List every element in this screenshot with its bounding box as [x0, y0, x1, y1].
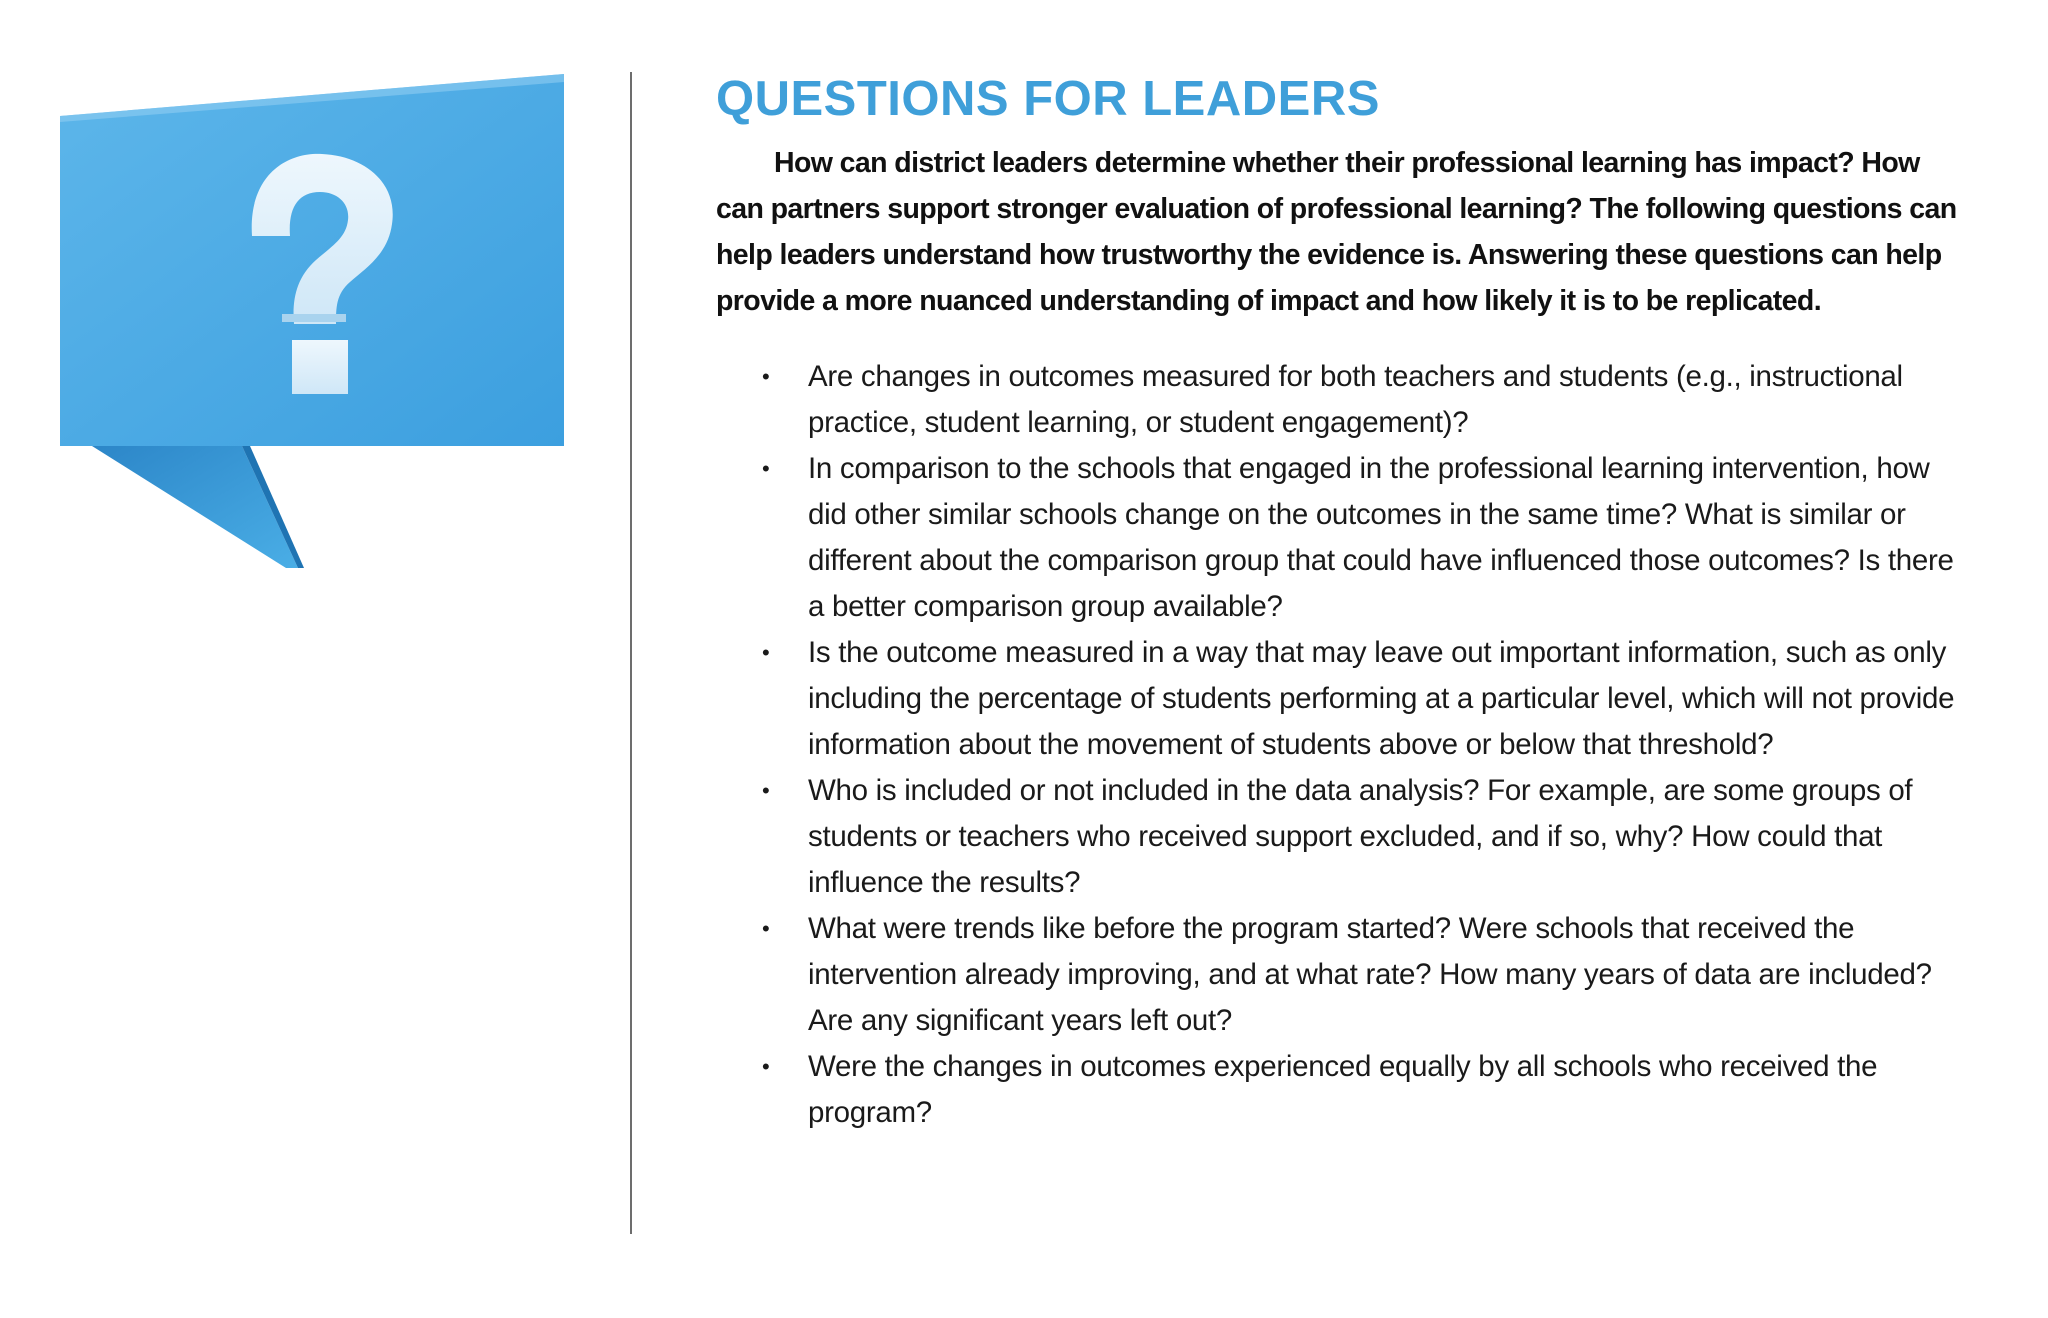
question-text: Were the changes in outcomes experienced equally by all schools who received the program?	[808, 1050, 1878, 1129]
bullet-icon: •	[762, 916, 770, 941]
speech-bubble-question-mark-icon	[60, 68, 570, 568]
question-text: Who is included or not included in the data analysis? For example, are some groups of students or teachers who received support excluded, and if so, why? How could that influence the results?	[808, 774, 1913, 899]
bullet-icon: •	[762, 364, 770, 389]
list-item	[716, 906, 1966, 1044]
list-item	[716, 1044, 1966, 1136]
questions-section	[716, 70, 1966, 1136]
list-item	[716, 768, 1966, 906]
list-item	[716, 446, 1966, 630]
bullet-icon: •	[762, 778, 770, 803]
list-item	[716, 354, 1966, 446]
list-item	[716, 630, 1966, 768]
bullet-icon: •	[762, 456, 770, 481]
vertical-divider	[630, 72, 632, 1234]
question-text: What were trends like before the program started? Were schools that received the intervention already improving, and at what rate? How many years of data are included? Are any significant years left out?	[808, 912, 1932, 1037]
question-list	[716, 354, 1966, 1136]
intro-paragraph: How can district leaders determine whether their professional learning has impact? How can partners support stronger evaluation of professional learning? The following questions can help leaders understand how trustworthy the evidence is. Answering these questions can help provide a more nuanced understanding of impact and how likely it is to be replicated.	[716, 147, 1957, 317]
bullet-icon: •	[762, 1054, 770, 1079]
question-text: Is the outcome measured in a way that may leave out important information, such as only including the percentage of students performing at a particular level, which will not provide information about the movement of students above or below that threshold?	[808, 636, 1955, 761]
question-text: Are changes in outcomes measured for both teachers and students (e.g., instructional practice, student learning, or student engagement)?	[808, 360, 1903, 439]
bullet-icon: •	[762, 640, 770, 665]
question-text: In comparison to the schools that engaged in the professional learning intervention, how did other similar schools change on the outcomes in the same time? What is similar or different about the comparison group that could have influenced those outcomes? Is there a better comparison group available?	[808, 452, 1954, 623]
page-title: QUESTIONS FOR LEADERS	[716, 72, 1380, 126]
